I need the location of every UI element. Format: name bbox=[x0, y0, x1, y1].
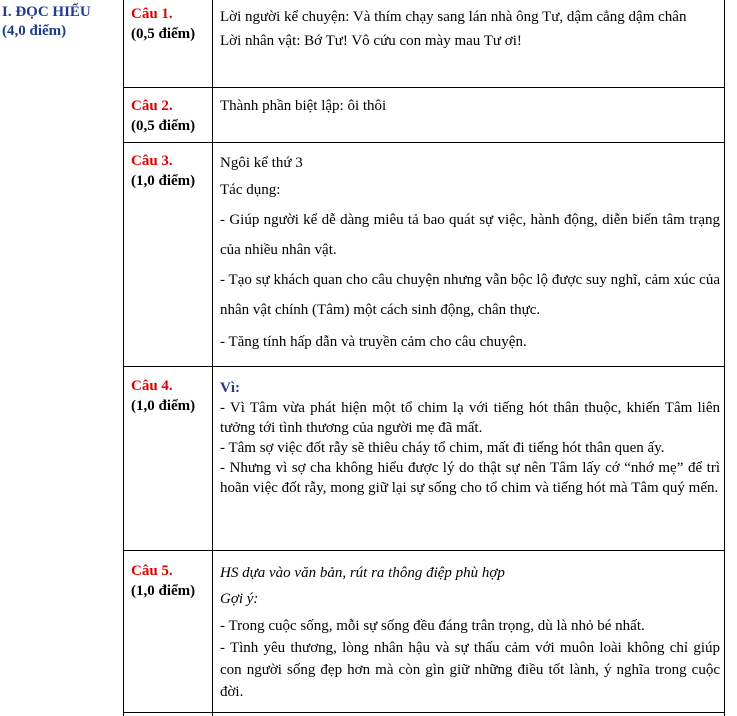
answer-line: - Tâm sợ việc đốt rẫy sẽ thiêu cháy tổ chim, mất đi tiếng hót thân quen ấy. bbox=[220, 440, 665, 456]
answer-line: - Vì Tâm vừa phát hiện một tổ chim lạ với tiếng hót thân thuộc, khiến Tâm liên tưởng tới tình thương của người mẹ đã mất. bbox=[220, 400, 720, 436]
question-1-answer bbox=[220, 7, 720, 51]
answer-line: - Nhưng vì sợ cha không hiểu được lý do thật sự nên Tâm lấy cớ “nhớ mẹ” để trì hoãn việc đốt rẫy, mong giữ lại sự sống cho tổ chim và tiếng hót mà Tâm quý mến. bbox=[220, 460, 720, 496]
answer-intro: HS dựa vào văn bản, rút ra thông điệp phù hợp bbox=[220, 565, 505, 581]
question-5-answer bbox=[220, 562, 720, 703]
question-points: (1,0 điểm) bbox=[131, 398, 196, 414]
answer-line: Lời người kể chuyện: Và thím chạy sang lán nhà ông Tư, dậm cẳng dậm chân bbox=[220, 9, 687, 25]
question-1-label bbox=[131, 4, 211, 44]
answer-line: Ngôi kể thứ 3 bbox=[220, 155, 303, 171]
question-number: Câu 2. bbox=[131, 98, 173, 114]
answer-line: - Tình yêu thương, lòng nhân hậu và sự thấu cảm với muôn loài không chỉ giúp con người sống đẹp hơn mà còn gìn giữ những điều tốt lành, ý nghĩa trong cuộc đời. bbox=[220, 640, 720, 700]
answer-heading: Vì: bbox=[220, 380, 240, 396]
question-points: (0,5 điểm) bbox=[131, 118, 196, 134]
question-number: Câu 1. bbox=[131, 6, 173, 22]
question-number: Câu 3. bbox=[131, 153, 173, 169]
answer-line: - Giúp người kể dễ dàng miêu tả bao quát sự việc, hành động, diễn biến tâm trạng của nhiều nhân vật. bbox=[220, 212, 720, 258]
row-divider-5 bbox=[123, 712, 725, 713]
question-2-label bbox=[131, 96, 211, 136]
row-divider-1 bbox=[123, 87, 725, 88]
question-3-answer bbox=[220, 148, 720, 357]
answer-hint: Gợi ý: bbox=[220, 591, 259, 607]
question-4-answer bbox=[220, 378, 720, 498]
answer-line: Lời nhân vật: Bớ Tư! Vô cứu con mày mau Tư ơi! bbox=[220, 33, 522, 49]
question-5-label bbox=[131, 561, 211, 601]
row-divider-3 bbox=[123, 366, 725, 367]
question-points: (1,0 điểm) bbox=[131, 583, 196, 599]
section-points: (4,0 điểm) bbox=[2, 23, 67, 39]
question-number: Câu 4. bbox=[131, 378, 173, 394]
section-title: I. ĐỌC HIỂU bbox=[2, 4, 91, 20]
column-divider-1 bbox=[123, 0, 124, 716]
question-4-label bbox=[131, 376, 211, 416]
question-points: (1,0 điểm) bbox=[131, 173, 196, 189]
question-number: Câu 5. bbox=[131, 563, 173, 579]
column-divider-3 bbox=[724, 0, 725, 716]
answer-line: - Tạo sự khách quan cho câu chuyện nhưng vẫn bộc lộ được suy nghĩ, cảm xúc của nhân vật chính (Tâm) một cách sinh động, chân thực. bbox=[220, 272, 720, 318]
section-label bbox=[2, 3, 120, 41]
answer-line: - Tăng tính hấp dẫn và truyền cảm cho câu chuyện. bbox=[220, 334, 527, 350]
answer-line: Thành phần biệt lập: ôi thôi bbox=[220, 98, 387, 114]
question-points: (0,5 điểm) bbox=[131, 26, 196, 42]
answer-line: Tác dụng: bbox=[220, 182, 281, 198]
column-divider-2 bbox=[212, 0, 213, 716]
row-divider-2 bbox=[123, 142, 725, 143]
question-2-answer bbox=[220, 96, 720, 116]
row-divider-4 bbox=[123, 550, 725, 551]
answer-line: - Trong cuộc sống, mỗi sự sống đều đáng trân trọng, dù là nhỏ bé nhất. bbox=[220, 618, 645, 634]
question-3-label bbox=[131, 151, 211, 191]
